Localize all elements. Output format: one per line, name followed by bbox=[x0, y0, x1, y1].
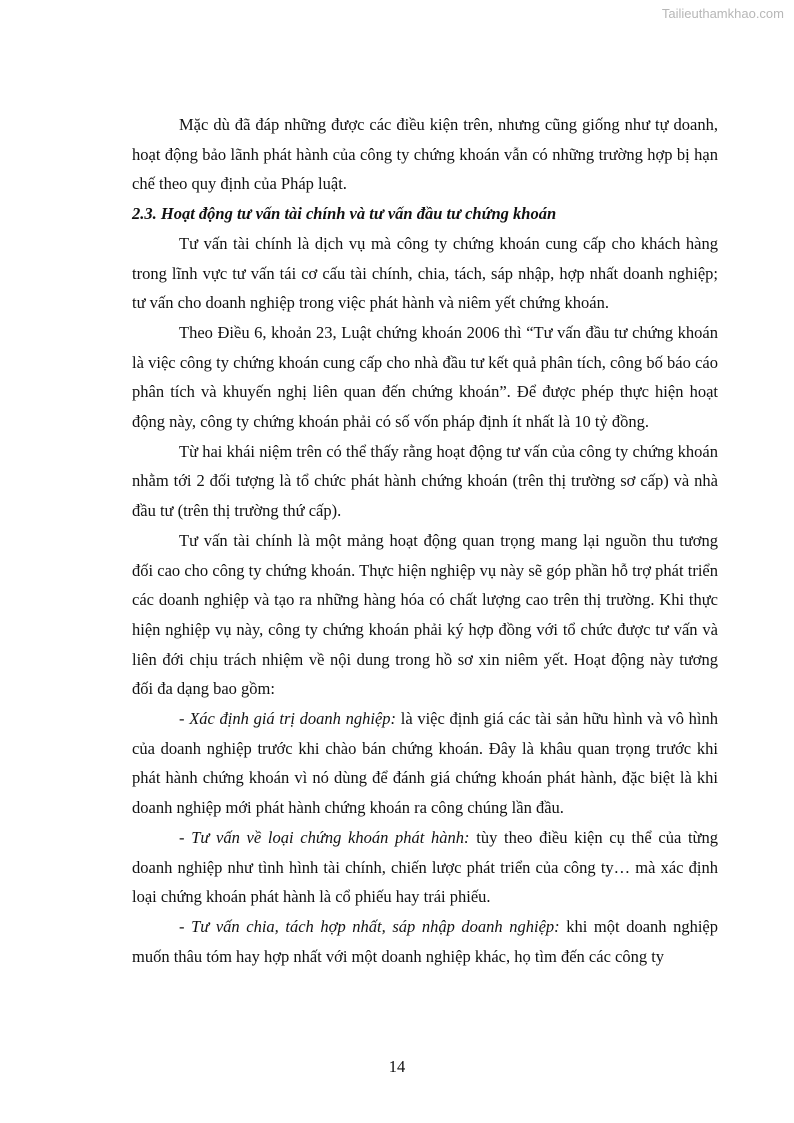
document-body bbox=[132, 110, 718, 971]
bullet-term: Tư vấn chia, tách hợp nhất, sáp nhập doanh nghiệp: bbox=[191, 916, 560, 936]
bullet-item-security-type bbox=[132, 823, 718, 912]
bullet-term: Tư vấn về loại chứng khoán phát hành: bbox=[191, 827, 470, 847]
bullet-item-valuation bbox=[132, 704, 718, 823]
paragraph-revenue-importance: Tư vấn tài chính là một mảng hoạt động quan trọng mang lại nguồn thu tương đối cao cho công ty chứng khoán. Thực hiện nghiệp vụ này sẽ góp phần hỗ trợ phát triển các doanh nghiệp và tạo ra những hàng hóa có chất lượng cao trên thị trường. Khi thực hiện nghiệp vụ này, công ty chứng khoán phải ký hợp đồng với tổ chức được tư vấn và liên đới chịu trách nhiệm về nội dung trong hồ sơ xin niêm yết. Hoạt động này tương đối đa dạng bao gồm: bbox=[132, 530, 718, 699]
watermark-text: Tailieuthamkhao.com bbox=[661, 6, 784, 21]
bullet-dash: - bbox=[179, 916, 192, 936]
paragraph-financial-advisory: Tư vấn tài chính là dịch vụ mà công ty chứng khoán cung cấp cho khách hàng trong lĩnh vực tư vấn tái cơ cấu tài chính, chia, tách, sáp nhập, hợp nhất doanh nghiệp; tư vấn cho doanh nghiệp trong việc phát hành và niêm yết chứng khoán. bbox=[132, 233, 718, 313]
section-heading: 2.3. Hoạt động tư vấn tài chính và tư vấn đầu tư chứng khoán bbox=[132, 204, 557, 224]
paragraph-bao-lanh-limits: Mặc dù đã đáp những được các điều kiện trên, nhưng cũng giống như tự doanh, hoạt động bảo lãnh phát hành của công ty chứng khoán vẫn có những trường hợp bị hạn chế theo quy định của Pháp luật. bbox=[132, 115, 718, 194]
bullet-item-merger bbox=[132, 912, 718, 971]
bullet-text: là việc định giá các tài sản hữu hình và vô hình của doanh nghiệp trước khi chào bán chứng khoán. Đây là khâu quan trọng trước khi phát hành chứng khoán vì nó dùng để đánh giá chứng khoán phát hành, đặc biệt là khi doanh nghiệp mới phát hành chứng khoán ra công chúng lần đầu. bbox=[132, 709, 718, 818]
page-number: 14 bbox=[388, 1057, 406, 1076]
paragraph-investment-advisory-law: Theo Điều 6, khoản 23, Luật chứng khoán 2006 thì “Tư vấn đầu tư chứng khoán là việc công ty chứng khoán cung cấp cho nhà đầu tư kết quả phân tích, công bố báo cáo phân tích và khuyến nghị liên quan đến chứng khoán”. Để được phép thực hiện hoạt động này, công ty chứng khoán phải có số vốn pháp định ít nhất là 10 tỷ đồng. bbox=[132, 322, 718, 432]
bullet-text: tùy theo điều kiện cụ thể của từng doanh nghiệp như tình hình tài chính, chiến lược phát triển của công ty… mà xác định loại chứng khoán phát hành là cổ phiếu hay trái phiếu. bbox=[132, 827, 719, 907]
bullet-term: Xác định giá trị doanh nghiệp: bbox=[189, 709, 397, 729]
paragraph-two-targets: Từ hai khái niệm trên có thể thấy rằng hoạt động tư vấn của công ty chứng khoán nhằm tới 2 đối tượng là tổ chức phát hành chứng khoán (trên thị trường sơ cấp) và nhà đầu tư (trên thị trường thứ cấp). bbox=[132, 441, 718, 521]
bullet-text: khi một doanh nghiệp muốn thâu tóm hay hợp nhất với một doanh nghiệp khác, họ tìm đến các công ty bbox=[132, 916, 719, 966]
bullet-dash: - bbox=[179, 827, 192, 847]
bullet-dash: - bbox=[179, 709, 190, 729]
